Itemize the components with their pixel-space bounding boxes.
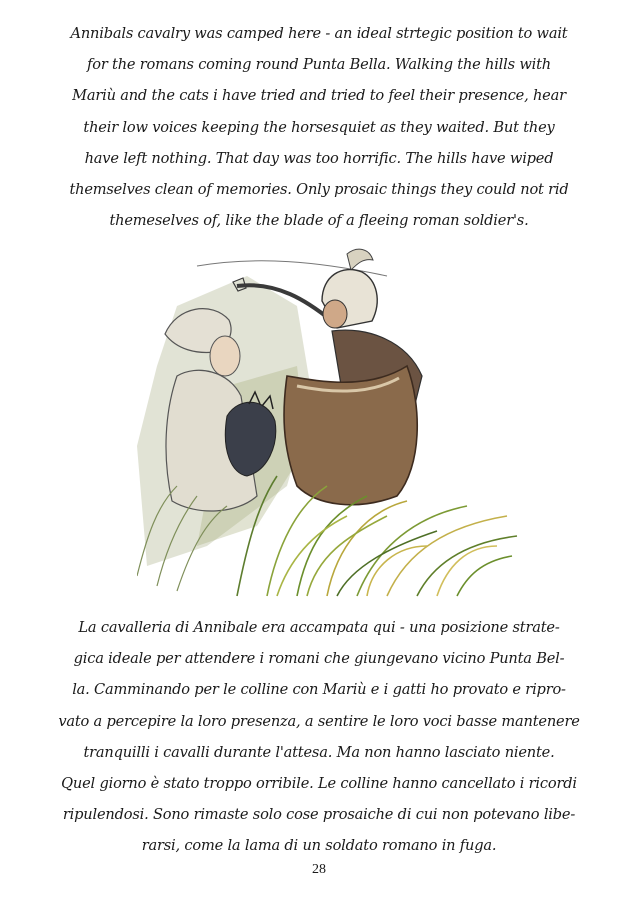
text-line: tranquilli i cavalli durante l'attesa. Ma non hanno lasciato niente. [83,743,555,761]
page-number: 28 [312,862,326,877]
text-line: gica ideale per attendere i romani che giungevano vicino Punta Bel- [73,650,565,668]
italian-paragraph [50,612,588,862]
helmet-crest [347,249,373,270]
text-line: have left nothing. That day was too horrific. The hills have wiped [84,149,554,167]
text-line: Quel giorno è stato troppo orribile. Le colline hanno cancellato i ricordi [61,775,577,793]
text-line: la. Camminando per le colline con Mariù e i gatti ho provato e ripro- [72,681,566,699]
text-line: vato a percepire la loro presenza, a sentire le loro voci basse mantenere [58,712,580,730]
text-line: La cavalleria di Annibale era accampata qui - una posizione strate- [78,619,560,636]
text-line: Annibals cavalry was camped here - an ideal strtegic position to wait [70,25,568,42]
text-line: for the romans coming round Punta Bella. Walking the hills with [87,56,551,74]
text-line: Mariù and the cats i have tried and tried to feel their presence, hear [72,87,566,105]
soldier-face [323,300,347,328]
text-line: themselves clean of memories. Only prosaic things they could not rid [69,181,569,199]
sketch-illustration [137,246,518,598]
woman-face [210,336,240,376]
english-paragraph [50,18,588,236]
text-line: their low voices keeping the horsesquiet as they waited. But they [83,118,555,136]
text-line: themeselves of, like the blade of a fleeing roman soldier's. [109,212,529,230]
text-line: ripulendosi. Sono rimaste solo cose prosaiche di cui non potevano libe- [62,806,576,824]
text-line: rarsi, come la lama di un soldato romano in fuga. [141,837,497,855]
